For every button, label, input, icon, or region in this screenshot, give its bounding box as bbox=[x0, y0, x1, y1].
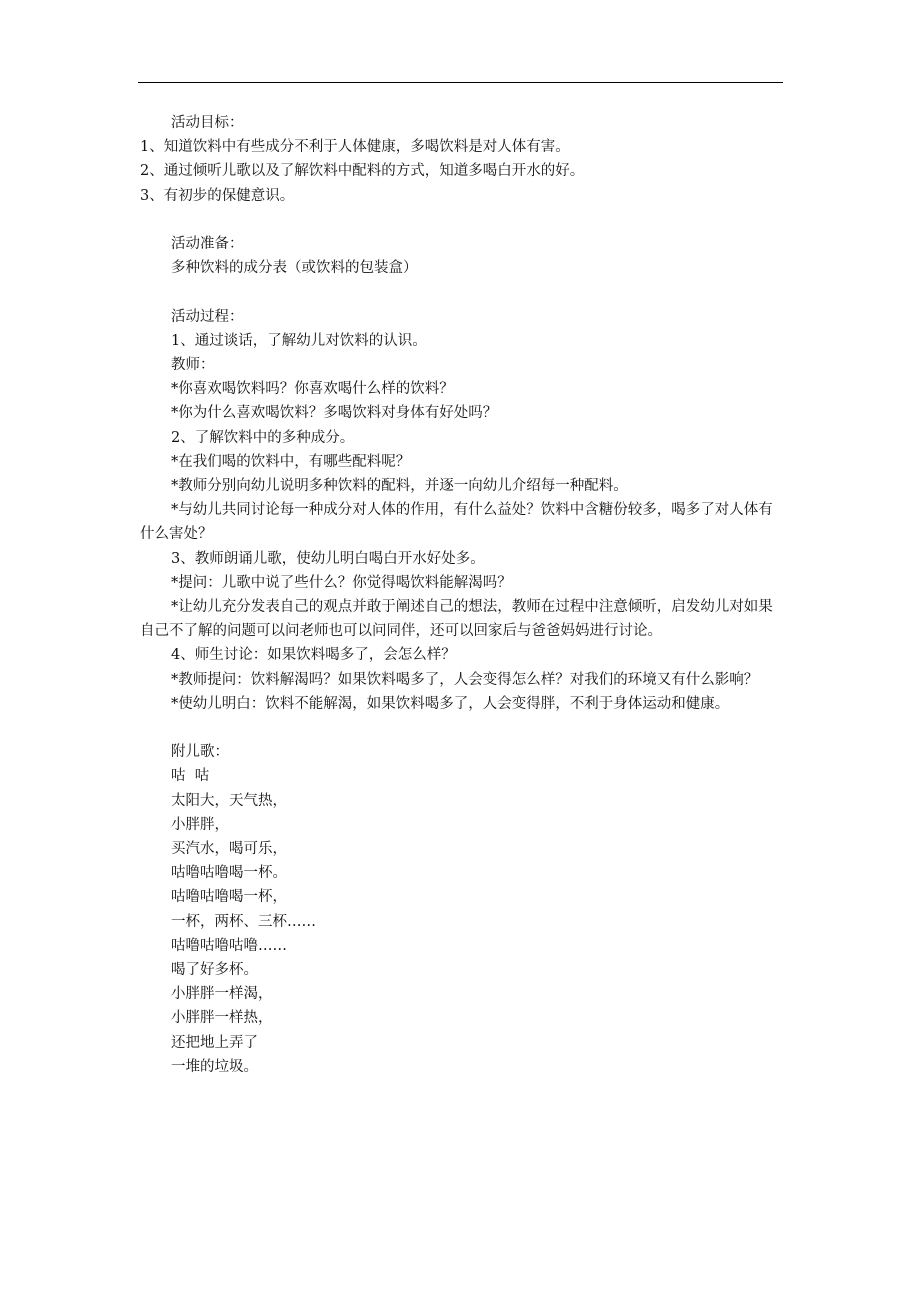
process-line: 4、师生讨论：如果饮料喝多了，会怎么样？ bbox=[171, 647, 456, 664]
process-line: *提问：儿歌中说了些什么？你觉得喝饮料能解渴吗？ bbox=[171, 574, 512, 591]
goals-section bbox=[140, 111, 785, 208]
process-paragraph: *与幼儿共同讨论每一种成分对人体的作用，有什么益处？饮料中含糖份较多，喝多了对人体有什么害处？ bbox=[140, 502, 773, 543]
process-heading: 活动过程： bbox=[171, 308, 244, 325]
process-line: 2、了解饮料中的多种成分。 bbox=[171, 429, 355, 446]
song-line: 一堆的垃圾。 bbox=[171, 1058, 258, 1075]
process-line: 教师： bbox=[171, 357, 215, 373]
prep-section bbox=[140, 232, 785, 280]
goal-item: 2、通过倾听儿歌以及了解饮料中配料的方式，知道多喝白开水的好。 bbox=[140, 163, 585, 180]
song-line: 小胖胖， bbox=[171, 816, 229, 833]
process-section bbox=[140, 305, 785, 716]
song-title: 咕 咕 bbox=[171, 768, 210, 785]
process-line: 3、教师朗诵儿歌，使幼儿明白喝白开水好处多。 bbox=[171, 550, 485, 567]
process-paragraph: *教师提问：饮料解渴吗？如果饮料喝多了，人会变得怎么样？对我们的环境又有什么影响？ bbox=[171, 671, 759, 688]
goals-heading: 活动目标： bbox=[171, 115, 244, 131]
song-line: 咕噜咕噜喝一杯， bbox=[171, 889, 287, 906]
song-line: 太阳大，天气热， bbox=[171, 792, 287, 809]
process-line: *在我们喝的饮料中，有哪些配料呢？ bbox=[171, 453, 411, 470]
process-line: *你喜欢喝饮料吗？你喜欢喝什么样的饮料？ bbox=[171, 381, 454, 398]
song-heading: 附儿歌： bbox=[171, 744, 229, 761]
song-line: 小胖胖一样渴， bbox=[171, 986, 273, 1003]
section-gap bbox=[140, 280, 785, 304]
song-line: 小胖胖一样热， bbox=[171, 1010, 273, 1027]
song-line: 咕噜咕噜咕噜…… bbox=[171, 937, 287, 954]
process-line: 1、通过谈话，了解幼儿对饮料的认识。 bbox=[171, 332, 427, 349]
song-line: 一杯，两杯、三杯…… bbox=[171, 913, 316, 930]
process-paragraph: *让幼儿充分发表自己的观点并敢于阐述自己的想法，教师在过程中注意倾听，启发幼儿对如果自己不了解的问题可以问老师也可以问同伴，还可以回家后与爸爸妈妈进行讨论。 bbox=[140, 599, 773, 640]
song-line: 咕噜咕噜喝一杯。 bbox=[171, 865, 287, 882]
song-line: 喝了好多杯。 bbox=[171, 962, 258, 979]
goal-item: 1、知道饮料中有些成分不利于人体健康，多喝饮料是对人体有害。 bbox=[140, 139, 570, 156]
section-gap bbox=[140, 716, 785, 740]
process-line: *使幼儿明白：饮料不能解渴，如果饮料喝多了，人会变得胖，不利于身体运动和健康。 bbox=[171, 695, 730, 712]
prep-text: 多种饮料的成分表（或饮料的包装盒） bbox=[171, 260, 418, 277]
song-line: 买汽水，喝可乐， bbox=[171, 841, 287, 858]
header-rule bbox=[138, 82, 783, 83]
song-line: 还把地上弄了 bbox=[171, 1034, 258, 1051]
document-body bbox=[140, 111, 785, 1079]
process-line: *教师分别向幼儿说明多种饮料的配料，并逐一向幼儿介绍每一种配料。 bbox=[171, 478, 628, 495]
section-gap bbox=[140, 208, 785, 232]
prep-heading: 活动准备： bbox=[171, 236, 244, 252]
song-section bbox=[140, 740, 785, 1079]
goal-item: 3、有初步的保健意识。 bbox=[140, 187, 295, 204]
process-line: *你为什么喜欢喝饮料？多喝饮料对身体有好处吗？ bbox=[171, 405, 498, 422]
